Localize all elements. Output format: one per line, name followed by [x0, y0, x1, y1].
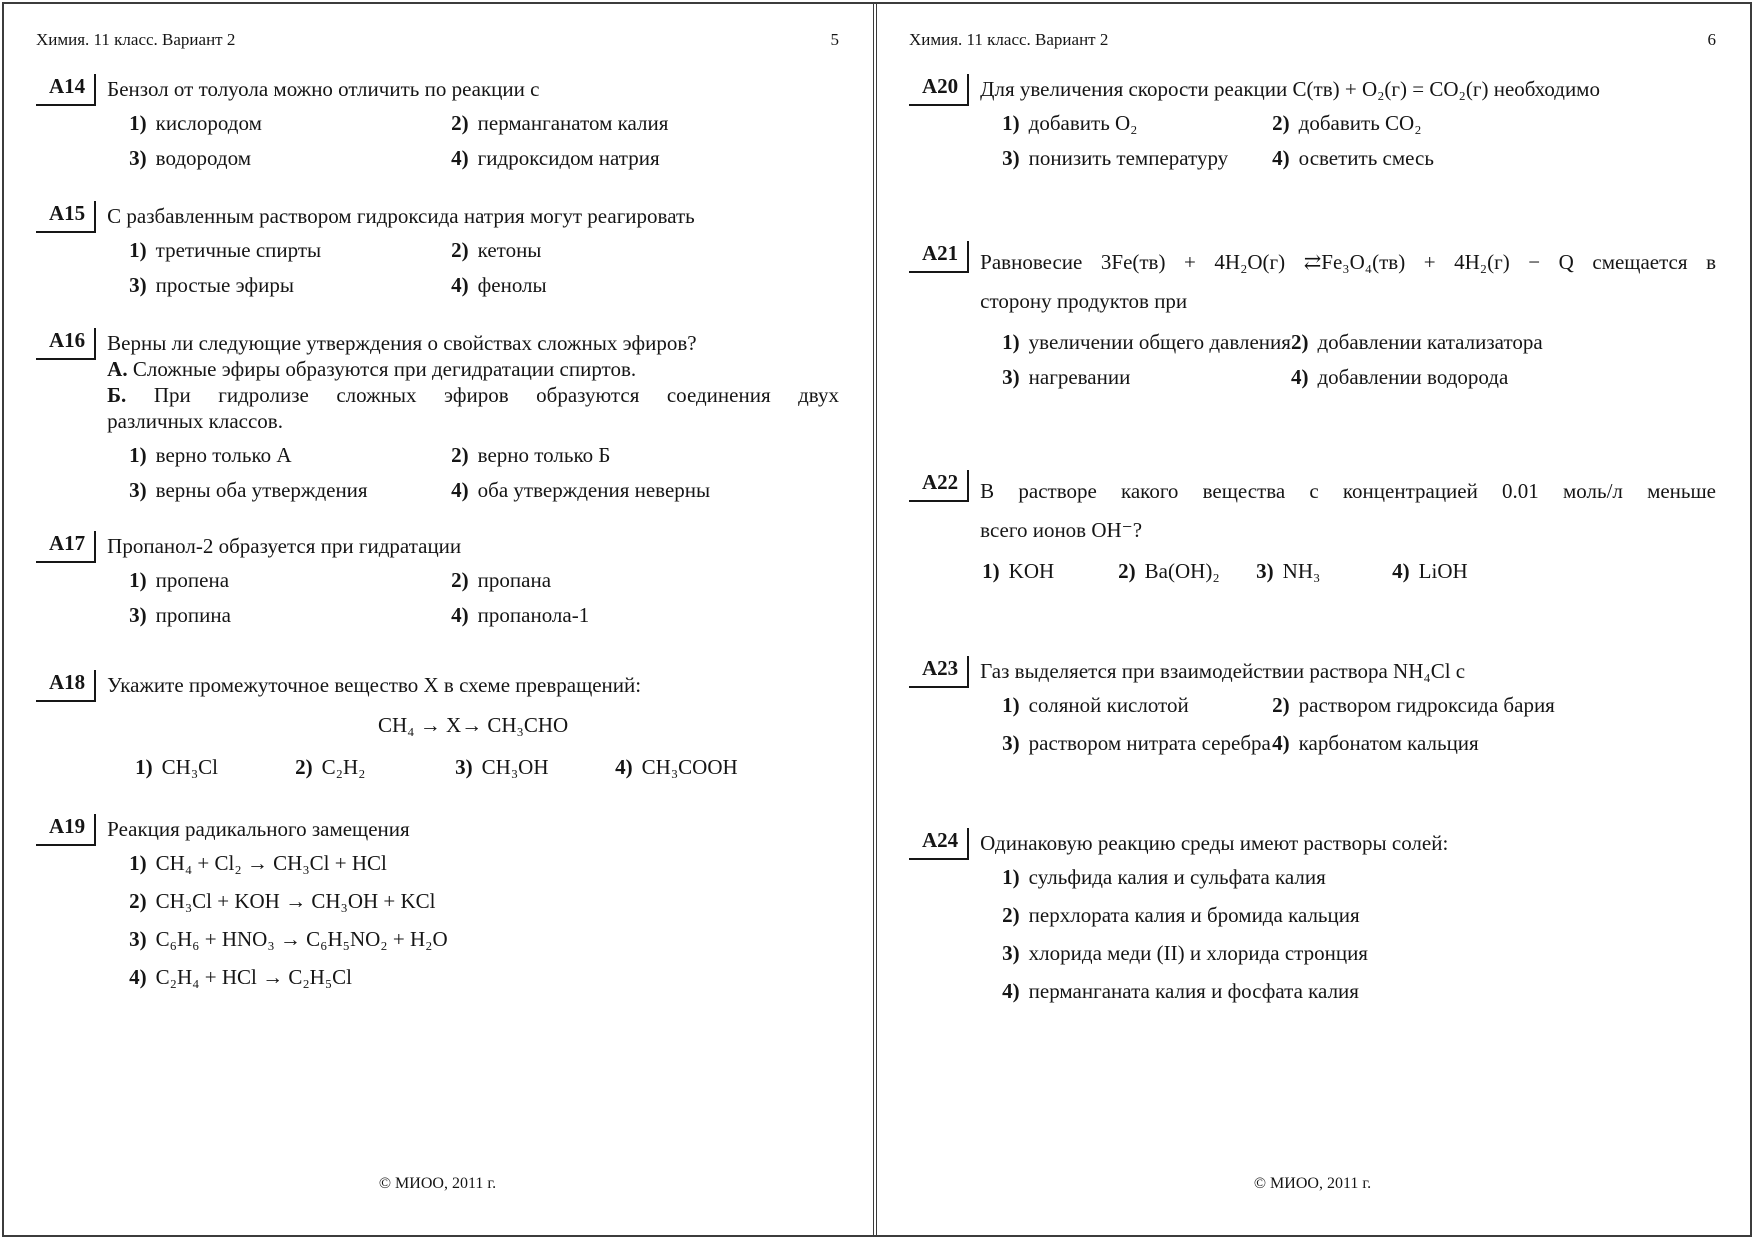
option-4 [1392, 558, 1716, 584]
option-text: нагревании [1028, 365, 1131, 389]
option-text: NH₃ [1282, 559, 1321, 583]
question-text-line1: Равновесие 3Fe(тв) + 4H₂O(г) ⇄Fe₃O₄(тв) + 4H₂(г) − Q смещается в [980, 250, 1716, 274]
options [135, 754, 839, 780]
page-number: 6 [1707, 30, 1716, 49]
option-1 [129, 442, 451, 468]
option-text: добавлении катализатора [1317, 330, 1543, 354]
option-2 [1118, 558, 1230, 584]
option-number: 4) [451, 603, 469, 627]
page-5 [4, 4, 877, 1235]
option-number: 4) [129, 965, 147, 989]
option-number: 1) [1002, 865, 1020, 889]
option-2 [451, 567, 839, 593]
option-3 [129, 145, 451, 171]
options [129, 110, 839, 171]
option-text: понизить температуру [1028, 146, 1229, 170]
option-number: 1) [129, 443, 147, 467]
option-number: 4) [451, 478, 469, 502]
option-number: 1) [129, 238, 147, 262]
option-number: 4) [1392, 559, 1410, 583]
option-2 [451, 237, 839, 263]
option-text: пропина [155, 603, 231, 627]
statement-b-line1 [107, 382, 839, 408]
option-3 [129, 272, 451, 298]
option-4 [1272, 145, 1716, 171]
option-number: 3) [455, 755, 473, 779]
option-text: добавить O₂ [1028, 111, 1138, 135]
options [129, 442, 839, 503]
option-4 [1272, 730, 1716, 756]
question-text: Бензол от толуола можно отличить по реакции с [107, 77, 540, 101]
option-text: CH₃OH [481, 755, 549, 779]
option-text: верно только Б [477, 443, 611, 467]
question-label: А18 [36, 670, 96, 702]
option-text: сульфида калия и сульфата калия [1028, 865, 1326, 889]
option-4 [451, 145, 839, 171]
question-text: Для увеличения скорости реакции C(тв) + O₂(г) = CO₂(г) необходимо [980, 77, 1600, 101]
option-2 [295, 754, 455, 780]
option-4 [1002, 978, 1716, 1004]
option-number: 4) [451, 273, 469, 297]
option-2 [129, 888, 839, 914]
question-label: А22 [909, 470, 969, 502]
question-body [107, 814, 839, 990]
option-2 [1291, 329, 1716, 355]
option-text: перманганата калия и фосфата калия [1028, 979, 1359, 1003]
option-number: 3) [129, 478, 147, 502]
header-title: Химия. 11 класс. Вариант 2 [909, 30, 1109, 49]
option-1 [129, 567, 451, 593]
option-4 [451, 477, 839, 503]
option-number: 1) [129, 111, 147, 135]
option-text: пропанола-1 [477, 603, 590, 627]
option-number: 2) [451, 568, 469, 592]
options [1002, 329, 1716, 390]
option-number: 1) [982, 559, 1000, 583]
option-number: 4) [615, 755, 633, 779]
option-3 [1002, 940, 1716, 966]
option-2 [1002, 902, 1716, 928]
option-text: простые эфиры [155, 273, 294, 297]
option-4 [615, 754, 839, 780]
statement-b-text: При гидролизе сложных эфиров образуются соединения двух [153, 383, 839, 407]
option-text: LiOH [1418, 559, 1468, 583]
option-3 [1256, 558, 1366, 584]
option-number: 2) [451, 111, 469, 135]
option-text: C₂H₄ + HCl → C₂H₅Cl [155, 965, 352, 989]
page-footer: © МИОО, 2011 г. [378, 1175, 497, 1192]
question-text: Одинаковую реакцию среды имеют растворы солей: [980, 831, 1449, 855]
option-text: KOH [1008, 559, 1055, 583]
options [982, 558, 1716, 584]
question-body [107, 74, 839, 171]
question-a19 [36, 814, 839, 990]
option-text: Ba(OH)₂ [1144, 559, 1220, 583]
question-a22 [909, 470, 1716, 584]
option-text: CH₃COOH [641, 755, 738, 779]
statement-a [107, 356, 839, 382]
question-body [980, 656, 1716, 756]
options [1002, 692, 1716, 756]
question-a17 [36, 531, 839, 628]
question-body [980, 828, 1716, 1004]
option-4 [129, 964, 839, 990]
page-header [909, 30, 1716, 50]
option-2 [1272, 692, 1716, 718]
question-text: С разбавленным раствором гидроксида натрия могут реагировать [107, 204, 695, 228]
option-text: пропена [155, 568, 230, 592]
statement-a-prefix: А. [107, 357, 128, 381]
question-label: А16 [36, 328, 96, 360]
option-3 [129, 477, 451, 503]
option-number: 3) [1002, 365, 1020, 389]
option-number: 3) [129, 603, 147, 627]
option-number: 2) [1272, 693, 1290, 717]
question-text: Верны ли следующие утверждения о свойствах сложных эфиров? [107, 331, 697, 355]
question-label: А21 [909, 241, 969, 273]
option-number: 4) [1290, 365, 1309, 389]
question-text: Пропанол-2 образуется при гидратации [107, 534, 462, 558]
option-3 [129, 926, 839, 952]
option-number: 3) [1002, 146, 1020, 170]
option-3 [455, 754, 615, 780]
option-number: 2) [1272, 111, 1290, 135]
option-4 [451, 272, 839, 298]
option-text: оба утверждения неверны [477, 478, 711, 502]
option-number: 3) [129, 273, 147, 297]
option-4 [451, 602, 839, 628]
question-label: А20 [909, 74, 969, 106]
option-number: 3) [129, 927, 147, 951]
question-text: Укажите промежуточное вещество X в схеме превращений: [107, 673, 642, 697]
option-number: 4) [451, 146, 469, 170]
question-text-line2: сторону продуктов при [980, 289, 1188, 313]
option-text: хлорида меди (II) и хлорида стронция [1028, 941, 1368, 965]
option-number: 4) [1002, 979, 1020, 1003]
option-text: третичные спирты [155, 238, 322, 262]
page-header [36, 30, 839, 50]
option-number: 2) [1002, 903, 1020, 927]
options [129, 850, 839, 990]
option-1 [982, 558, 1092, 584]
option-text: перхлората калия и бромида кальция [1028, 903, 1360, 927]
question-body [980, 74, 1716, 171]
question-label: А17 [36, 531, 96, 563]
option-text: перманганатом калия [477, 111, 669, 135]
document-spread [2, 2, 1752, 1237]
question-body [980, 470, 1716, 584]
option-text: верны оба утверждения [155, 478, 368, 502]
option-2 [1272, 110, 1716, 136]
option-text: раствором нитрата серебра [1028, 731, 1271, 755]
question-text-line1: В растворе какого вещества с концентрацией 0.01 моль/л меньше [980, 479, 1716, 503]
header-title: Химия. 11 класс. Вариант 2 [36, 30, 236, 49]
question-a24 [909, 828, 1716, 1004]
question-body [980, 241, 1716, 390]
option-4 [1291, 364, 1716, 390]
option-number: 2) [1290, 330, 1309, 354]
option-text: кислородом [155, 111, 262, 135]
option-number: 3) [1002, 731, 1020, 755]
option-number: 1) [129, 568, 147, 592]
option-number: 1) [1002, 111, 1020, 135]
option-1 [129, 237, 451, 263]
option-1 [1002, 329, 1291, 355]
option-text: пропана [477, 568, 552, 592]
question-body [107, 531, 839, 628]
question-a16 [36, 328, 839, 503]
option-2 [451, 110, 839, 136]
option-text: CH₃Cl + KOH → CH₃OH + KCl [155, 889, 436, 913]
option-1 [129, 110, 451, 136]
question-label: А23 [909, 656, 969, 688]
option-3 [1002, 730, 1272, 756]
option-number: 3) [1002, 941, 1020, 965]
option-number: 1) [1002, 330, 1020, 354]
option-text: добавлении водорода [1317, 365, 1509, 389]
option-3 [1002, 145, 1272, 171]
page-6 [877, 4, 1750, 1235]
option-number: 3) [129, 146, 147, 170]
option-text: C₂H₂ [321, 755, 366, 779]
option-text: фенолы [477, 273, 547, 297]
options [1002, 110, 1716, 171]
options [129, 567, 839, 628]
reaction-scheme: CH₄ → X→ CH₃CHO [377, 713, 569, 737]
option-1 [135, 754, 295, 780]
option-text: добавить CO₂ [1298, 111, 1422, 135]
question-a15 [36, 201, 839, 298]
question-body [107, 201, 839, 298]
option-number: 1) [135, 755, 153, 779]
option-text: соляной кислотой [1028, 693, 1189, 717]
question-label: А14 [36, 74, 96, 106]
page-footer: © МИОО, 2011 г. [1253, 1175, 1372, 1192]
option-text: осветить смесь [1298, 146, 1434, 170]
question-text-line2: всего ионов OH⁻? [980, 518, 1143, 542]
option-text: увеличении общего давления [1028, 330, 1291, 354]
option-1 [1002, 864, 1716, 890]
option-1 [129, 850, 839, 876]
question-a18 [36, 670, 839, 780]
option-text: водородом [155, 146, 251, 170]
option-number: 1) [129, 851, 147, 875]
question-label: А24 [909, 828, 969, 860]
question-label: А19 [36, 814, 96, 846]
option-text: карбонатом кальция [1298, 731, 1479, 755]
option-text: CH₄ + Cl₂ → CH₃Cl + HCl [155, 851, 387, 875]
option-1 [1002, 692, 1272, 718]
statement-b-line2: различных классов. [107, 409, 283, 433]
option-text: раствором гидроксида бария [1298, 693, 1555, 717]
option-text: C₆H₆ + HNO₃ → C₆H₅NO₂ + H₂O [155, 927, 448, 951]
option-1 [1002, 110, 1272, 136]
option-number: 4) [1272, 731, 1290, 755]
question-a21 [909, 241, 1716, 390]
question-text: Газ выделяется при взаимодействии раствора NH₄Cl с [980, 659, 1466, 683]
option-text: кетоны [477, 238, 542, 262]
option-3 [1002, 364, 1291, 390]
question-body [107, 328, 839, 503]
option-number: 2) [295, 755, 313, 779]
statement-b-prefix: Б. [107, 383, 127, 407]
question-a20 [909, 74, 1716, 171]
option-number: 4) [1272, 146, 1290, 170]
option-number: 2) [451, 443, 469, 467]
question-body [107, 670, 839, 780]
option-text: CH₃Cl [161, 755, 219, 779]
option-text: верно только А [155, 443, 292, 467]
question-a23 [909, 656, 1716, 756]
option-number: 2) [1118, 559, 1136, 583]
page-number: 5 [830, 30, 839, 49]
option-2 [451, 442, 839, 468]
option-number: 1) [1002, 693, 1020, 717]
question-label: А15 [36, 201, 96, 233]
option-number: 2) [129, 889, 147, 913]
option-text: гидроксидом натрия [477, 146, 660, 170]
question-text: Реакция радикального замещения [107, 817, 410, 841]
option-number: 3) [1256, 559, 1274, 583]
statement-a-text: Сложные эфиры образуются при дегидратации спиртов. [132, 357, 637, 381]
options [1002, 864, 1716, 1004]
option-number: 2) [451, 238, 469, 262]
question-a14 [36, 74, 839, 171]
options [129, 237, 839, 298]
option-3 [129, 602, 451, 628]
